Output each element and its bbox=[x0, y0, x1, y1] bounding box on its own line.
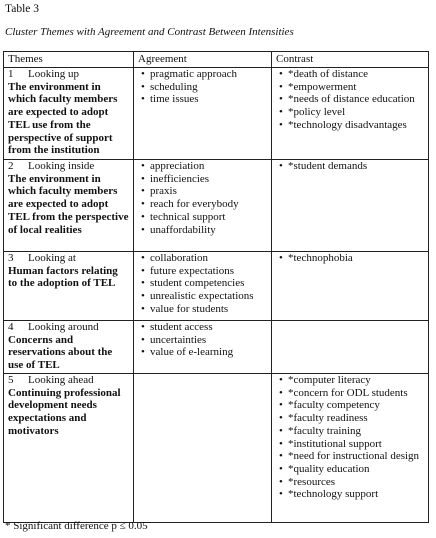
theme-cell bbox=[4, 252, 134, 321]
contrast-item: • *student demands bbox=[288, 160, 424, 173]
agreement-item: • future expectations bbox=[150, 265, 267, 278]
agreement-item: • reach for everybody bbox=[150, 198, 267, 211]
agreement-item: • collaboration bbox=[150, 252, 267, 265]
contrast-item: • *faculty competency bbox=[288, 399, 424, 412]
theme-description: Concerns and reservations about the use of TEL bbox=[8, 333, 113, 372]
theme-cell bbox=[4, 68, 134, 160]
theme-title: Looking at bbox=[28, 252, 76, 264]
agreement-cell bbox=[134, 68, 272, 160]
header-contrast: Contrast bbox=[272, 52, 429, 68]
agreement-item: • uncertainties bbox=[150, 334, 267, 347]
agreement-list bbox=[138, 252, 267, 316]
contrast-list bbox=[276, 160, 424, 173]
contrast-list bbox=[276, 68, 424, 132]
agreement-item: • unaffordability bbox=[150, 224, 267, 237]
agreement-cell bbox=[134, 252, 272, 321]
agreement-item: • pragmatic approach bbox=[150, 68, 267, 81]
agreement-item: • unrealistic expectations bbox=[150, 290, 267, 303]
theme-description: Continuing professional development needs expectations and motivators bbox=[8, 386, 121, 437]
agreement-item: • scheduling bbox=[150, 81, 267, 94]
agreement-item: • appreciation bbox=[150, 160, 267, 173]
theme-description: Human factors relating to the adoption of TEL bbox=[8, 264, 118, 290]
contrast-cell bbox=[272, 160, 429, 252]
contrast-item: • *faculty readiness bbox=[288, 412, 424, 425]
header-agreement: Agreement bbox=[134, 52, 272, 68]
contrast-item: • *technology support bbox=[288, 488, 424, 501]
theme-number: 5 bbox=[8, 374, 14, 386]
contrast-item: • *resources bbox=[288, 476, 424, 489]
theme-number: 2 bbox=[8, 160, 14, 172]
agreement-cell bbox=[134, 374, 272, 523]
agreement-item: • student access bbox=[150, 321, 267, 334]
contrast-item: • *technology disadvantages bbox=[288, 119, 424, 132]
theme-title: Looking up bbox=[28, 68, 80, 80]
agreement-item: • technical support bbox=[150, 211, 267, 224]
agreement-list bbox=[138, 68, 267, 106]
contrast-item: • *technophobia bbox=[288, 252, 424, 265]
contrast-cell bbox=[272, 321, 429, 374]
header-themes: Themes bbox=[4, 52, 134, 68]
theme-heading bbox=[8, 252, 129, 265]
contrast-item: • *institutional support bbox=[288, 438, 424, 451]
agreement-cell bbox=[134, 160, 272, 252]
table-header-row bbox=[4, 52, 429, 68]
contrast-cell bbox=[272, 68, 429, 160]
agreement-item: • inefficiencies bbox=[150, 173, 267, 186]
theme-number: 1 bbox=[8, 68, 14, 80]
agreement-list bbox=[138, 160, 267, 236]
theme-heading bbox=[8, 374, 129, 387]
agreement-item: • student competencies bbox=[150, 277, 267, 290]
agreement-item: • time issues bbox=[150, 93, 267, 106]
theme-title: Looking around bbox=[28, 321, 99, 333]
theme-title: Looking ahead bbox=[28, 374, 94, 386]
contrast-item: • *faculty training bbox=[288, 425, 424, 438]
theme-cell bbox=[4, 321, 134, 374]
table-label: Table 3 bbox=[5, 3, 40, 15]
contrast-item: • *concern for ODL students bbox=[288, 387, 424, 400]
theme-description: The environment in which faculty members are expected to adopt TEL use from the perspective of support from the institution bbox=[8, 80, 118, 157]
contrast-list bbox=[276, 374, 424, 501]
table-caption: Cluster Themes with Agreement and Contrast Between Intensities bbox=[5, 26, 294, 38]
theme-cell bbox=[4, 160, 134, 252]
contrast-item: • *death of distance bbox=[288, 68, 424, 81]
contrast-item: • *computer literacy bbox=[288, 374, 424, 387]
contrast-item: • *need for instructional design bbox=[288, 450, 424, 463]
theme-number: 4 bbox=[8, 321, 14, 333]
theme-number: 3 bbox=[8, 252, 14, 264]
agreement-item: • praxis bbox=[150, 185, 267, 198]
contrast-item: • *needs of distance education bbox=[288, 93, 424, 106]
agreement-cell bbox=[134, 321, 272, 374]
agreement-list bbox=[138, 321, 267, 359]
table-row bbox=[4, 68, 429, 160]
cluster-themes-table bbox=[3, 51, 429, 523]
table-row bbox=[4, 374, 429, 523]
table-row bbox=[4, 160, 429, 252]
theme-cell bbox=[4, 374, 134, 523]
contrast-cell bbox=[272, 374, 429, 523]
agreement-item: • value for students bbox=[150, 303, 267, 316]
footnote: * Significant difference p ≤ 0.05 bbox=[5, 520, 148, 532]
theme-heading bbox=[8, 160, 129, 173]
theme-heading bbox=[8, 321, 129, 334]
table-row bbox=[4, 252, 429, 321]
theme-description: The environment in which faculty members are expected to adopt TEL from the perspective of local realities bbox=[8, 172, 129, 236]
contrast-item: • *policy level bbox=[288, 106, 424, 119]
contrast-cell bbox=[272, 252, 429, 321]
contrast-list bbox=[276, 252, 424, 265]
agreement-item: • value of e-learning bbox=[150, 346, 267, 359]
table-row bbox=[4, 321, 429, 374]
theme-title: Looking inside bbox=[28, 160, 95, 172]
contrast-item: • *empowerment bbox=[288, 81, 424, 94]
contrast-item: • *quality education bbox=[288, 463, 424, 476]
theme-heading bbox=[8, 68, 129, 81]
